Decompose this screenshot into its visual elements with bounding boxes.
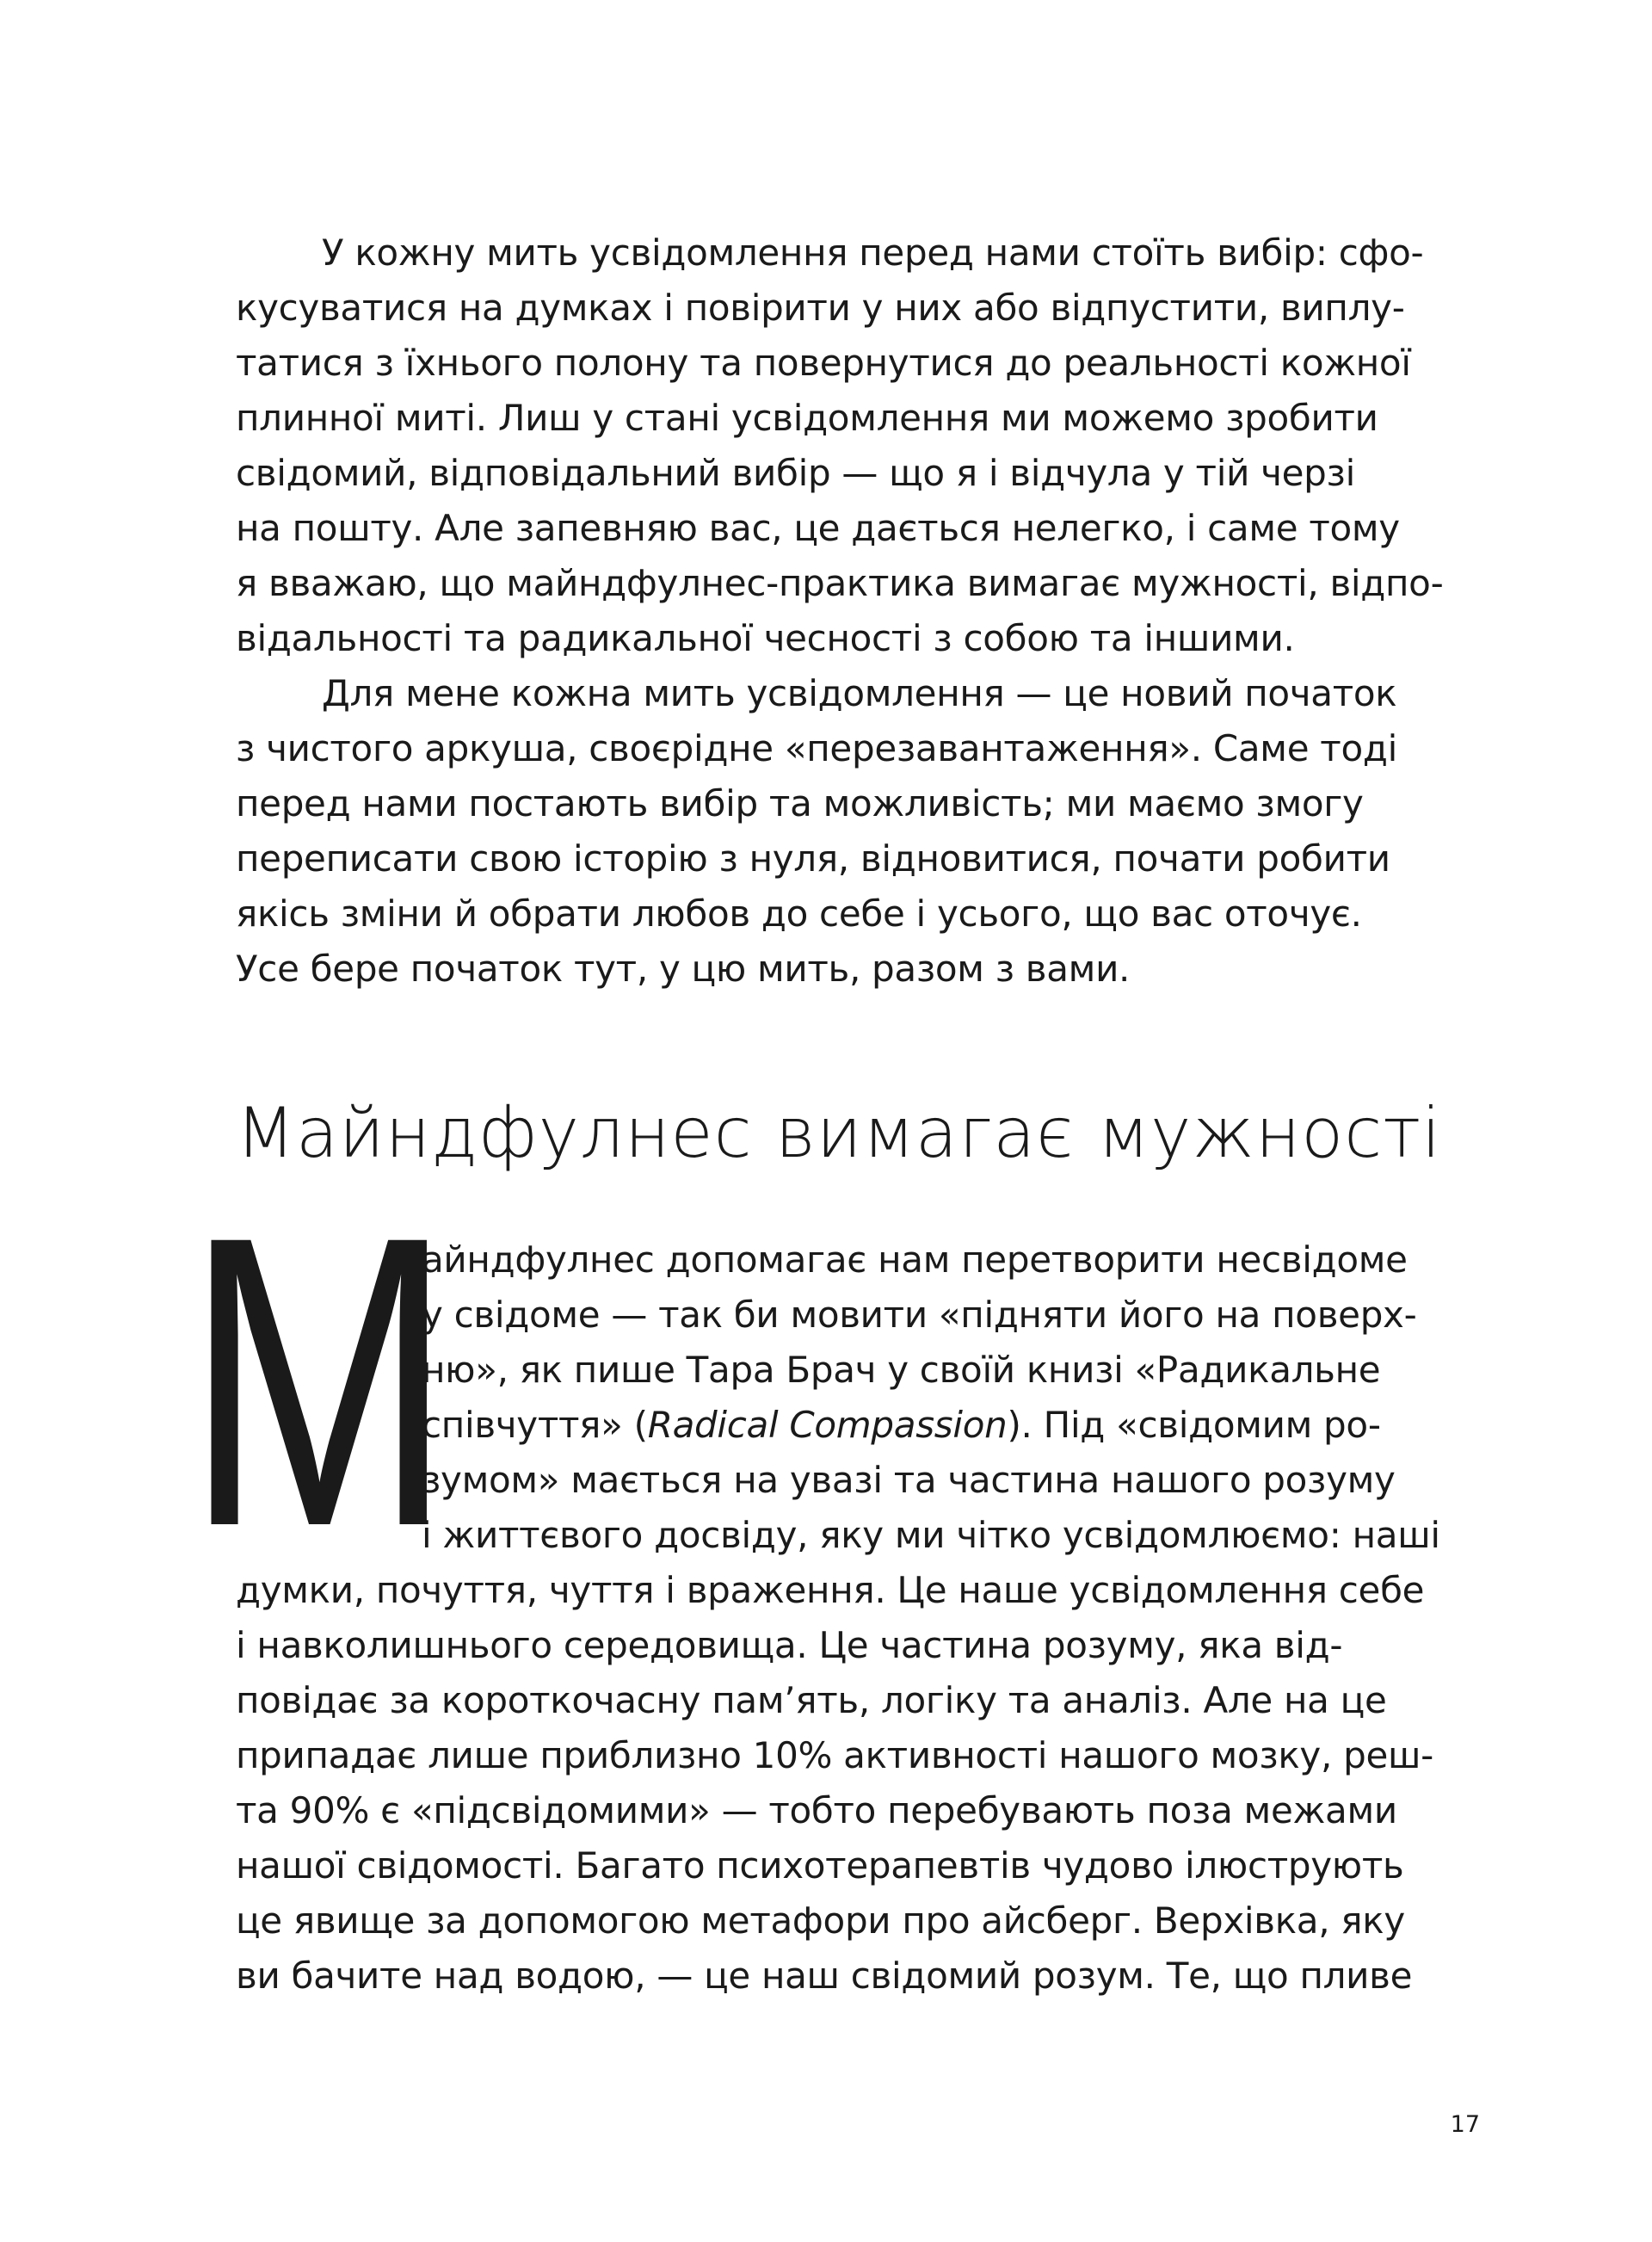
- text-line: на пошту. Але запевняю вас, це дається нелегко, і саме тому: [236, 507, 1400, 549]
- section-heading: Майндфулнес вимагає мужності: [236, 1093, 1442, 1173]
- text-line: зумом» мається на увазі та частина нашого розуму: [422, 1459, 1396, 1501]
- text-line: татися з їхнього полону та повернутися до реальності кожної: [236, 342, 1411, 384]
- wrapped-paragraph: [422, 1232, 1480, 1563]
- text-line: перед нами постають вибір та можливість; ми маємо змогу: [236, 782, 1364, 825]
- page-number: 17: [1450, 2111, 1480, 2138]
- text-line: Усе бере початок тут, у цю мить, разом з вами.: [236, 948, 1131, 990]
- intro-paragraphs: [236, 225, 1475, 997]
- drop-cap-letter: М: [184, 1150, 441, 1612]
- text-line: айндфулнес допомагає нам перетворити несвідоме: [422, 1238, 1408, 1281]
- text-line: плинної миті. Лиш у стані усвідомлення ми можемо зробити: [236, 397, 1378, 439]
- text-line: та 90% є «підсвідомими» — тобто перебувають поза межами: [236, 1789, 1397, 1831]
- text-line: повідає за короткочасну пам’ять, логіку та аналіз. Але на це: [236, 1679, 1387, 1721]
- text-line: нашої свідомості. Багато психотерапевтів чудово ілюструють: [236, 1844, 1404, 1887]
- book-title-italic: Radical Compassion: [647, 1404, 1008, 1446]
- text-line: і навколишнього середовища. Це частина розуму, яка від-: [236, 1624, 1343, 1666]
- text-segment: співчуття» (: [422, 1404, 648, 1446]
- drop-cap: [184, 1150, 441, 1612]
- text-line: ви бачите над водою, — це наш свідомий розум. Те, що пливе: [236, 1955, 1413, 1997]
- text-line: і життєвого досвіду, яку ми чітко усвідомлюємо: наші: [422, 1514, 1440, 1556]
- text-line: ню», як пише Тара Брач у своїй книзі «Радикальне: [422, 1349, 1381, 1391]
- text-line: у свідоме — так би мовити «підняти його на поверх-: [422, 1294, 1417, 1336]
- text-line: переписати свою історію з нуля, відновитися, почати робити: [236, 837, 1390, 880]
- text-line: свідомий, відповідальний вибір — що я і відчула у тій черзі: [236, 452, 1355, 494]
- text-line: це явище за допомогою метафори про айсберг. Верхівка, яку: [236, 1899, 1405, 1942]
- text-line-with-title: [422, 1398, 1480, 1453]
- text-line: я вважаю, що майндфулнес-практика вимагає мужності, відпо-: [236, 562, 1444, 604]
- text-line: якісь зміни й обрати любов до себе і усього, що вас оточує.: [236, 892, 1362, 935]
- text-line: з чистого аркуша, своєрідне «перезавантаження». Саме тоді: [236, 727, 1397, 769]
- text-line: Для мене кожна мить усвідомлення — це новий початок: [322, 672, 1397, 714]
- text-line: думки, почуття, чуття і враження. Це наше усвідомлення себе: [236, 1569, 1425, 1611]
- text-line: У кожну мить усвідомлення перед нами стоїть вибір: сфо-: [322, 232, 1424, 274]
- text-segment: ). Під «свідомим ро-: [1007, 1404, 1381, 1446]
- text-line: кусуватися на думках і повірити у них або відпустити, виплу-: [236, 287, 1405, 329]
- text-line: відальності та радикальної чесності з собою та іншими.: [236, 617, 1295, 659]
- text-line: припадає лише приблизно 10% активності нашого мозку, реш-: [236, 1734, 1433, 1776]
- body-paragraph: [236, 1563, 1475, 2004]
